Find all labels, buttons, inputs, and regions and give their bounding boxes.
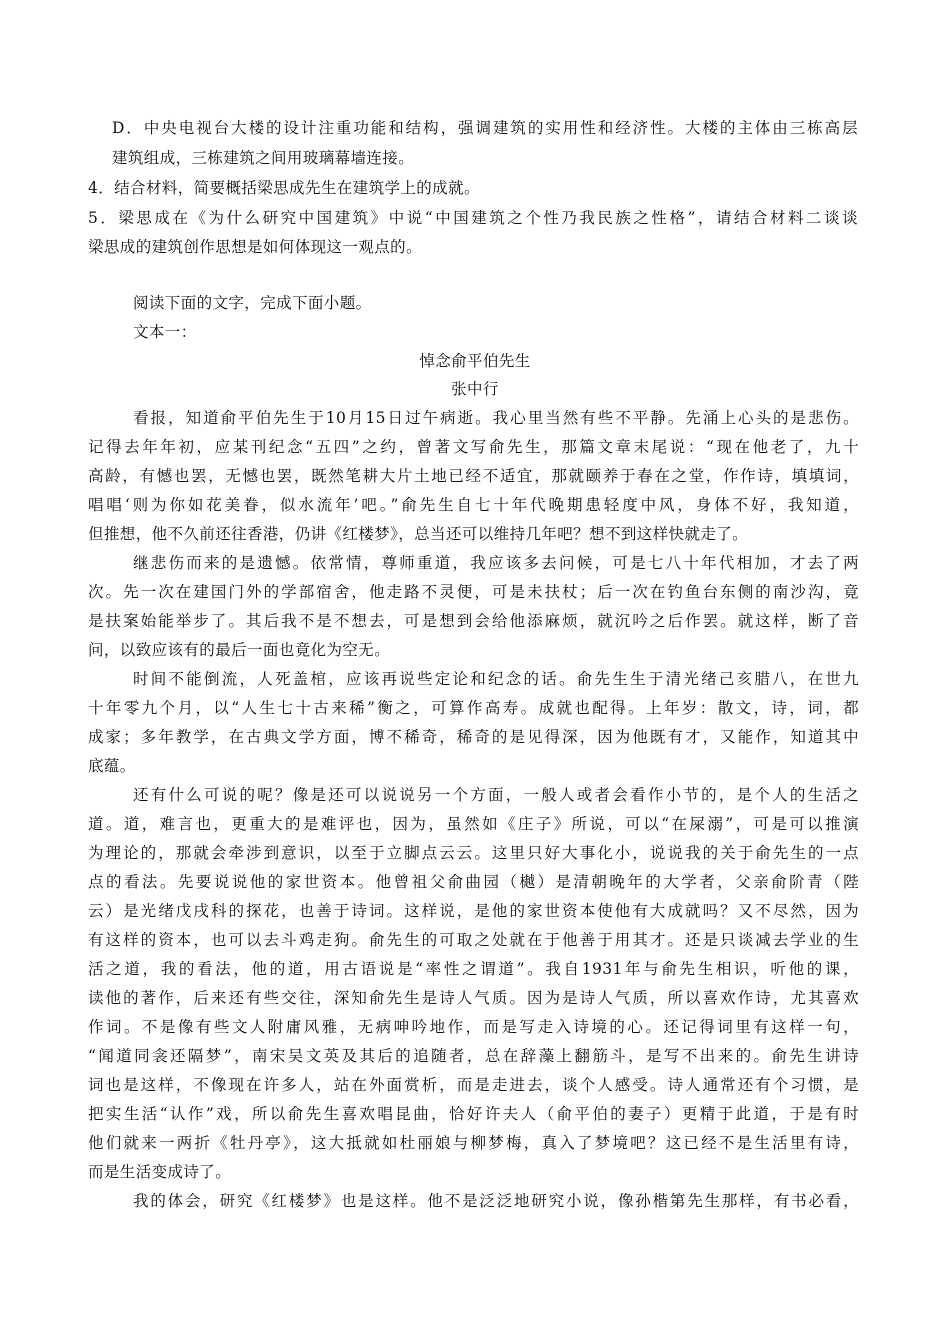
body-line: 有这样的资本，也可以去斗鸡走狗。俞先生的可取之处就在于他善于用其才。还是只谈减去学业的生 (88, 931, 859, 949)
body-line: “闻道同衾还隔梦”，南宋吴文英及其后的追随者，总在辞藻上翻筋斗，是写不出来的。俞先生讲诗 (88, 1047, 859, 1065)
body-line: 把实生活“认作”戏，所以俞先生喜欢唱昆曲，恰好许夫人（俞平伯的妻子）更精于此道，于是有时 (88, 1105, 859, 1123)
article-title: 悼念俞平伯先生 (419, 352, 531, 370)
question-5-line-2: 梁思成的建筑创作思想是如何体现这一观点的。 (88, 238, 422, 256)
body-line: 为理论的，那就会牵涉到意识，以至于立脚点云云。这里只好大事化小，说说我的关于俞先生的一点 (88, 844, 859, 862)
option-d-line-1: D．中央电视台大楼的设计注重功能和结构，强调建筑的实用性和经济性。大楼的主体由三栋高层 (112, 119, 858, 137)
article-author: 张中行 (451, 380, 499, 398)
body-line: 点的看法。先要说说他的家世资本。他曾祖父俞曲园（樾）是清朝晚年的大学者，父亲俞阶青（陛 (88, 873, 859, 891)
reading-instruction: 阅读下面的文字，完成下面小题。 (133, 294, 372, 312)
body-line: 时间不能倒流，人死盖棺，应该再说些定论和纪念的话。俞先生生于清光绪己亥腊八，在世九 (133, 670, 859, 688)
text-label: 文本一： (133, 323, 197, 341)
body-line: 唱唱‘则为你如花美眷，似水流年’吧。”俞先生自七十年代晚期患轻度中风，身体不好，我知道， (88, 496, 859, 514)
body-line: 还有什么可说的呢？像是还可以说说另一个方面，一般人或者会看作小节的，是个人的生活之 (133, 786, 859, 804)
body-line: 读他的著作，后来还有些交往，深知俞先生是诗人气质。因为是诗人气质，所以喜欢作诗，尤其喜欢 (88, 989, 859, 1007)
body-line: 次。先一次在建国门外的学部宿舍，他走路不灵便，可是未扶杖；后一次在钓鱼台东侧的南沙沟，竟 (88, 583, 859, 601)
body-line: 道。道，难言也，更重大的是难评也，因为，虽然如《庄子》所说，可以“在屎溺”，可是可以推演 (88, 815, 859, 833)
body-line: 十年零九个月，以“人生七十古来稀”衡之，可算作高寿。成就也配得。上年岁：散文，诗，词，都 (88, 699, 859, 717)
option-d-line-2: 建筑组成，三栋建筑之间用玻璃幕墙连接。 (112, 149, 415, 167)
body-line: 成家；多年教学，在古典文学方面，博不稀奇，稀奇的是见得深，因为他既有才，又能作，知道其中 (88, 728, 859, 746)
body-line: 看报，知道俞平伯先生于10月15日过午病逝。我心里当然有些不平静。先涌上心头的是悲伤。 (133, 409, 859, 427)
body-line: 词也是这样，不像现在许多人，站在外面赏析，而是走进去，谈个人感受。诗人通常还有个习惯，是 (88, 1076, 859, 1094)
body-line: 但推想，他不久前还往香港，仍讲《红楼梦》，总当还可以维持几年吧？想不到这样快就走了。 (88, 525, 749, 543)
body-line: 云）是光绪戊戌科的探花，也善于诗词。这样说，是他的家世资本使他有大成就吗？又不尽然，因为 (88, 902, 859, 920)
body-line: 活之道，我的看法，他的道，用古语说是“率性之谓道”。我自1931年与俞先生相识，听他的课， (88, 960, 859, 978)
body-line: 作词。不是像有些文人附庸风雅，无病呻吟地作，而是写走入诗境的心。还记得词里有这样一句， (88, 1018, 859, 1036)
question-4: 4．结合材料，简要概括梁思成先生在建筑学上的成就。 (88, 179, 480, 197)
body-line: 我的体会，研究《红楼梦》也是这样。他不是泛泛地研究小说，像孙楷第先生那样，有书必看， (133, 1192, 859, 1210)
body-line: 记得去年年初，应某刊纪念“五四”之约，曾著文写俞先生，那篇文章末尾说：“现在他老了，九十 (88, 438, 859, 456)
body-line: 底蕴。 (88, 757, 136, 775)
body-line: 高龄，有憾也罢，无憾也罢，既然笔耕大片土地已经不适宜，那就颐养于春在之堂，作作诗，填填词， (88, 467, 859, 485)
body-line: 问，以致应该有的最后一面也竟化为空无。 (88, 641, 391, 659)
body-line: 而是生活变成诗了。 (88, 1163, 232, 1181)
body-line: 是扶案始能举步了。其后我不是不想去，可是想到会给他添麻烦，就沉吟之后作罢。就这样，断了音 (88, 612, 859, 630)
question-5-line-1: 5．梁思成在《为什么研究中国建筑》中说“中国建筑之个性乃我民族之性格”，请结合材料二谈谈 (88, 209, 858, 227)
body-line: 继悲伤而来的是遗憾。依常情，尊师重道，我应该多去问候，可是七八十年代相加，才去了两 (133, 554, 859, 572)
body-line: 他们就来一两折《牡丹亭》，这大抵就如杜丽娘与柳梦梅，真入了梦境吧？这已经不是生活里有诗， (88, 1134, 859, 1152)
